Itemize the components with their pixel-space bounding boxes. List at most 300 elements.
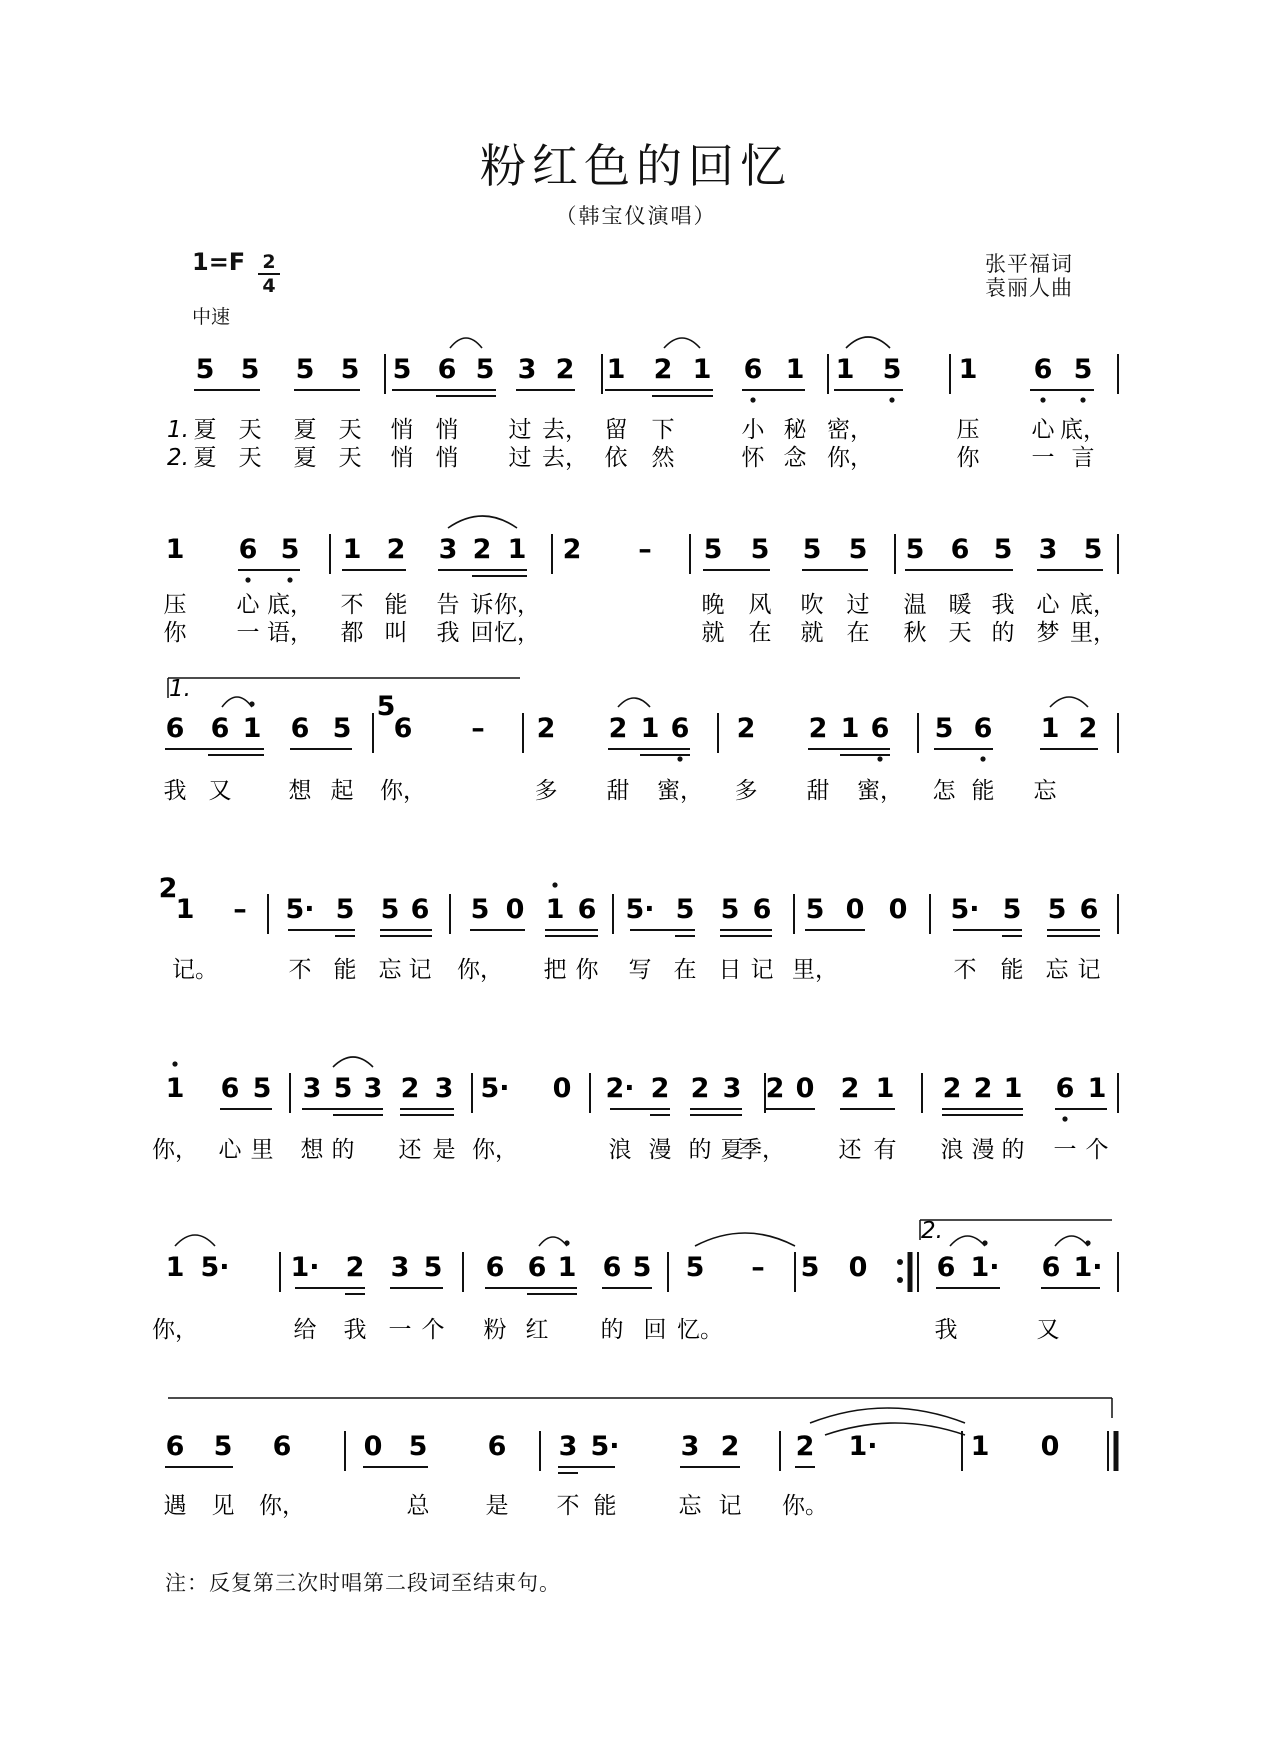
page-title: 粉红色的回忆: [480, 139, 792, 193]
lyric: 你，: [494, 592, 540, 618]
lyric: 天: [338, 445, 362, 471]
lyric: 过: [508, 445, 532, 471]
lyric: 多: [734, 778, 758, 804]
lyric: 心: [1031, 417, 1055, 443]
slur: [450, 338, 482, 348]
lyric: 记: [750, 957, 774, 983]
note: 2: [400, 1073, 420, 1104]
lyric: 记: [718, 1493, 742, 1519]
lyric: 写: [628, 957, 652, 983]
lyric: 过: [508, 417, 532, 443]
composer-credit: 袁丽人曲: [985, 276, 1073, 300]
lyric: 夏: [720, 1137, 744, 1163]
note: 1·: [290, 1252, 320, 1283]
lyric: 言: [1071, 445, 1095, 471]
lyric: 压: [163, 592, 187, 618]
lyric: 告: [436, 592, 460, 618]
lyric: 依: [604, 445, 628, 471]
lyric: 在: [748, 620, 772, 646]
note: 5: [252, 1073, 272, 1104]
lyric: 的: [331, 1137, 355, 1163]
lyric: 忆，: [494, 620, 540, 646]
lyric: 秋: [903, 620, 927, 646]
slur: [175, 1235, 215, 1246]
lyric: 记: [1077, 957, 1101, 983]
lyric: 的: [688, 1137, 712, 1163]
note: 2·: [605, 1073, 635, 1104]
lyric: 过: [846, 592, 870, 618]
note: 6: [527, 1252, 547, 1283]
lyric: 小: [741, 417, 765, 443]
octave-dot: [889, 397, 894, 402]
note: 5: [213, 1431, 233, 1462]
note: 6: [487, 1431, 507, 1462]
lyric: 风: [748, 592, 772, 618]
note: 6: [437, 354, 457, 385]
lyric: 你，: [827, 445, 873, 471]
lyric: 能: [333, 957, 357, 983]
note: 6: [238, 534, 258, 565]
lyric: 天: [238, 417, 262, 443]
lyric: 还: [398, 1137, 422, 1163]
note: 5: [675, 894, 695, 925]
octave-dot: [1080, 397, 1085, 402]
lyric: 个: [1085, 1137, 1109, 1163]
octave-dot-high: [1085, 1240, 1090, 1245]
note: 5: [335, 894, 355, 925]
lyric: 粉: [483, 1317, 507, 1343]
note: 2: [795, 1431, 815, 1462]
lyric: 能: [1000, 957, 1024, 983]
lyric: 天: [948, 620, 972, 646]
slur: [846, 337, 890, 348]
note: 5: [423, 1252, 443, 1283]
footnote: 注：反复第三次时唱第二段词至结束句。: [165, 1571, 561, 1595]
grace-note: 2: [158, 873, 178, 904]
slur: [222, 697, 252, 707]
lyric: 蜜，: [857, 778, 903, 804]
volta-label: 1.: [169, 676, 191, 702]
lyric: 还: [838, 1137, 862, 1163]
note: 5: [882, 354, 902, 385]
lyric: 不: [340, 592, 364, 618]
lyric: 然: [651, 445, 675, 471]
note: 6: [272, 1431, 292, 1462]
note: 5: [280, 534, 300, 565]
lyric: 一: [1053, 1137, 1077, 1163]
repeat-dot: [897, 1277, 903, 1283]
note: 0: [1040, 1431, 1060, 1462]
note: 5: [340, 354, 360, 385]
note: 5: [750, 534, 770, 565]
note: 5: [392, 354, 412, 385]
note: 2: [536, 713, 556, 744]
lyric: 甜: [806, 778, 830, 804]
note: 5·: [590, 1431, 620, 1462]
lyric: 你，: [380, 778, 426, 804]
lyric: 都: [340, 620, 364, 646]
note: 5: [800, 1252, 820, 1283]
note: –: [233, 894, 247, 925]
slur: [539, 1237, 567, 1246]
note: 5: [470, 894, 490, 925]
lyric: 留: [604, 417, 628, 443]
lyric: 忘: [678, 1493, 702, 1519]
note: 6: [936, 1252, 956, 1283]
note: 5: [1073, 354, 1093, 385]
lyric: 天: [338, 417, 362, 443]
repeat-dot: [897, 1259, 903, 1265]
volta-label: 2.: [921, 1218, 943, 1244]
lyric: 甜: [606, 778, 630, 804]
lyric: 能: [971, 778, 995, 804]
lyric: 你，: [457, 957, 503, 983]
note: 5: [632, 1252, 652, 1283]
note: 1·: [1073, 1252, 1103, 1283]
lyric: 的: [600, 1317, 624, 1343]
note: 5: [408, 1431, 428, 1462]
note: 6: [290, 713, 310, 744]
time-signature-top: 2: [262, 251, 276, 273]
note: 6: [210, 713, 230, 744]
slur: [448, 516, 517, 528]
note: 3: [680, 1431, 700, 1462]
note: 3: [434, 1073, 454, 1104]
note: 5: [848, 534, 868, 565]
octave-dot-high: [564, 1240, 569, 1245]
verse-number: 1.: [167, 417, 189, 443]
note: 1: [1040, 713, 1060, 744]
note: 5: [685, 1252, 705, 1283]
note: 6: [410, 894, 430, 925]
note: 1·: [970, 1252, 1000, 1283]
note: 0: [848, 1252, 868, 1283]
lyricist-credit: 张平福词: [985, 252, 1073, 276]
lyric: 回: [470, 620, 494, 646]
note: 5·: [480, 1073, 510, 1104]
lyric: 悄: [435, 417, 459, 443]
note: 0: [888, 894, 908, 925]
lyric: 就: [701, 620, 725, 646]
octave-dot: [980, 756, 985, 761]
note: 5: [380, 894, 400, 925]
note: 2: [650, 1073, 670, 1104]
lyric: 夏: [193, 417, 217, 443]
lyric: 忘: [378, 957, 402, 983]
note: 5: [703, 534, 723, 565]
octave-dot-high: [249, 701, 254, 706]
lyric: 遇: [163, 1493, 187, 1519]
lyric: 念: [783, 445, 807, 471]
note: 3: [517, 354, 537, 385]
lyric: 忘: [1033, 778, 1057, 804]
lyric: 叫: [384, 620, 408, 646]
note: 6: [743, 354, 763, 385]
subtitle: （韩宝仪演唱）: [555, 204, 717, 228]
lyric: 怀: [741, 445, 765, 471]
note: –: [638, 534, 652, 565]
lyric: 是: [485, 1493, 509, 1519]
lyric: 不: [953, 957, 977, 983]
note: 6: [1041, 1252, 1061, 1283]
lyric: 就: [800, 620, 824, 646]
note: 0: [795, 1073, 815, 1104]
note: 6: [1079, 894, 1099, 925]
lyric: 又: [1036, 1317, 1060, 1343]
octave-dot: [1040, 397, 1045, 402]
lyric: 你。: [782, 1493, 828, 1519]
lyric: 能: [384, 592, 408, 618]
note: 6: [485, 1252, 505, 1283]
note: 1: [545, 894, 565, 925]
note: 5: [195, 354, 215, 385]
note: 6: [220, 1073, 240, 1104]
octave-dot-high: [172, 1061, 177, 1066]
lyric: 有: [873, 1137, 897, 1163]
note: 2: [386, 534, 406, 565]
note: 2: [1078, 713, 1098, 744]
note: 1: [692, 354, 712, 385]
lyric: 心: [1036, 592, 1060, 618]
lyric: 把: [543, 957, 567, 983]
lyric: 我: [343, 1317, 367, 1343]
note: 2: [555, 354, 575, 385]
note: 0: [845, 894, 865, 925]
key-signature: 1=F: [192, 248, 246, 276]
lyric: 晚: [701, 592, 725, 618]
slur: [1055, 1236, 1088, 1246]
lyric: 你，: [152, 1317, 198, 1343]
note: 6: [973, 713, 993, 744]
note: 1: [606, 354, 626, 385]
lyric: 下: [651, 417, 675, 443]
note: 1: [242, 713, 262, 744]
lyric: 红: [525, 1317, 549, 1343]
note: 5·: [285, 894, 315, 925]
lyric: 多: [534, 778, 558, 804]
lyric: 我: [934, 1317, 958, 1343]
note: 1: [785, 354, 805, 385]
note: 5: [805, 894, 825, 925]
note: 2: [942, 1073, 962, 1104]
lyric: 吹: [800, 592, 824, 618]
note: 2: [720, 1431, 740, 1462]
lyric: 在: [846, 620, 870, 646]
note: 2: [973, 1073, 993, 1104]
slur: [825, 1423, 965, 1435]
lyric: 你，: [259, 1493, 305, 1519]
note: 5: [934, 713, 954, 744]
lyric: 个: [421, 1317, 445, 1343]
lyric: 语，: [267, 620, 313, 646]
lyric: 能: [593, 1493, 617, 1519]
note: 1: [970, 1431, 990, 1462]
lyric: 记: [408, 957, 432, 983]
slur: [664, 338, 700, 348]
note: 5: [720, 894, 740, 925]
lyric: 起: [330, 778, 354, 804]
note: 5·: [200, 1252, 230, 1283]
lyric: 漫: [648, 1137, 672, 1163]
lyric: 密，: [827, 417, 873, 443]
slur: [618, 698, 650, 707]
lyric: 悄: [435, 445, 459, 471]
lyric: 去，: [542, 445, 588, 471]
note: 6: [1033, 354, 1053, 385]
note: 2: [653, 354, 673, 385]
lyric: 里，: [792, 957, 838, 983]
lyric: 梦: [1036, 620, 1060, 646]
lyric: 浪: [940, 1137, 964, 1163]
note: 1: [342, 534, 362, 565]
octave-dot: [287, 577, 292, 582]
note: 3: [363, 1073, 383, 1104]
note: 5: [1047, 894, 1067, 925]
note: 2: [690, 1073, 710, 1104]
lyric: 一: [1031, 445, 1055, 471]
note: 5: [240, 354, 260, 385]
note: 6: [870, 713, 890, 744]
lyric: 一: [388, 1317, 412, 1343]
lyric: 里，: [1070, 620, 1116, 646]
lyric: 里: [250, 1137, 274, 1163]
lyric: 诉: [470, 592, 494, 618]
note: 1: [840, 713, 860, 744]
note: 2: [345, 1252, 365, 1283]
note: 1: [640, 713, 660, 744]
note: 2: [736, 713, 756, 744]
note: 5: [1002, 894, 1022, 925]
slur: [695, 1233, 795, 1246]
lyric: 底，: [1070, 592, 1116, 618]
lyric: 不: [288, 957, 312, 983]
note: 2: [840, 1073, 860, 1104]
time-signature-bottom: 4: [262, 275, 276, 297]
note: 5: [333, 1073, 353, 1104]
lyric: 日: [718, 957, 742, 983]
note: 3: [1038, 534, 1058, 565]
note: 1: [1087, 1073, 1107, 1104]
lyric: 底，: [1060, 417, 1106, 443]
note: 1: [165, 1252, 185, 1283]
note: 2: [765, 1073, 785, 1104]
lyric: 悄: [390, 417, 414, 443]
note: 0: [505, 894, 525, 925]
lyric: 去，: [542, 417, 588, 443]
lyric: 天: [238, 445, 262, 471]
lyric: 我: [991, 592, 1015, 618]
note: 5·: [625, 894, 655, 925]
note: 1: [507, 534, 527, 565]
octave-dot-high: [552, 882, 557, 887]
note: 5: [1083, 534, 1103, 565]
lyric: 我: [436, 620, 460, 646]
note: 5: [905, 534, 925, 565]
note: –: [471, 713, 485, 744]
lyric: 回: [643, 1317, 667, 1343]
note: 1: [1003, 1073, 1023, 1104]
note: 6: [577, 894, 597, 925]
verse-number: 2.: [167, 445, 189, 471]
note: 1: [165, 1073, 185, 1104]
note: 2: [808, 713, 828, 744]
lyric: 的: [1001, 1137, 1025, 1163]
lyric: 你，: [472, 1137, 518, 1163]
octave-dot: [245, 577, 250, 582]
octave-dot: [1062, 1116, 1067, 1121]
note: 3: [722, 1073, 742, 1104]
note: 6: [602, 1252, 622, 1283]
lyric: 总: [406, 1493, 430, 1519]
note: –: [751, 1252, 765, 1283]
note: 6: [670, 713, 690, 744]
note: 6: [393, 713, 413, 744]
note: 6: [752, 894, 772, 925]
slur: [333, 1057, 373, 1067]
lyric: 夏: [293, 445, 317, 471]
note: 1: [958, 354, 978, 385]
lyric: 我: [163, 778, 187, 804]
lyric: 浪: [608, 1137, 632, 1163]
lyric: 暖: [948, 592, 972, 618]
note: 3: [302, 1073, 322, 1104]
lyric: 你: [163, 620, 187, 646]
lyric: 见: [211, 1493, 235, 1519]
note: 1: [175, 894, 195, 925]
lyric: 你: [575, 957, 599, 983]
lyric: 记。: [172, 957, 218, 983]
lyric: 你: [956, 445, 980, 471]
lyric: 想: [300, 1137, 324, 1163]
lyric: 心: [236, 592, 260, 618]
note: 2: [562, 534, 582, 565]
lyric: 温: [903, 592, 927, 618]
note: 6: [165, 713, 185, 744]
note: 6: [1055, 1073, 1075, 1104]
grace-note: 5: [376, 691, 396, 722]
note: 5: [802, 534, 822, 565]
octave-dot: [677, 756, 682, 761]
tempo-marking: 中速: [192, 306, 231, 328]
note: 5·: [950, 894, 980, 925]
note: 1·: [848, 1431, 878, 1462]
lyric: 秘: [783, 417, 807, 443]
lyric: 一: [236, 620, 260, 646]
note: 5: [475, 354, 495, 385]
lyric: 底，: [267, 592, 313, 618]
lyric: 给: [293, 1317, 317, 1343]
lyric: 不: [556, 1493, 580, 1519]
lyric: 夏: [193, 445, 217, 471]
note: 5: [295, 354, 315, 385]
lyric: 心: [218, 1137, 242, 1163]
lyric: 你，: [152, 1137, 198, 1163]
octave-dot: [750, 397, 755, 402]
lyric: 是: [432, 1137, 456, 1163]
note: 6: [950, 534, 970, 565]
note: 2: [608, 713, 628, 744]
slur: [1050, 697, 1088, 707]
lyric: 压: [956, 417, 980, 443]
note: 3: [558, 1431, 578, 1462]
note: 3: [438, 534, 458, 565]
slur: [810, 1408, 965, 1423]
lyric: 想: [288, 778, 312, 804]
note: 1: [835, 354, 855, 385]
note: 1: [875, 1073, 895, 1104]
note: 0: [552, 1073, 572, 1104]
note: 1: [557, 1252, 577, 1283]
